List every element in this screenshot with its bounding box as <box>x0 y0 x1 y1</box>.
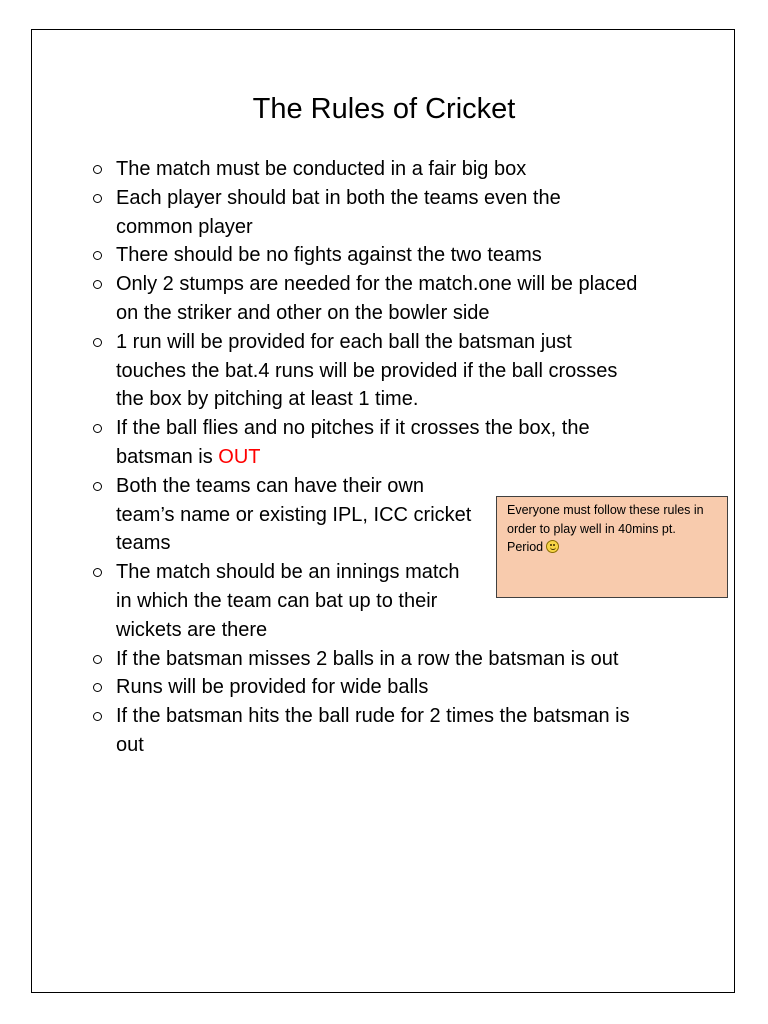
rule-line <box>116 731 630 760</box>
page-title: The Rules of Cricket <box>252 93 516 125</box>
rule-text: Both the teams can have their own <box>116 474 424 497</box>
rule-line <box>116 241 542 270</box>
note-line: order to play well in 40mins pt. <box>507 521 676 536</box>
rule-text: The match should be an innings match <box>116 561 460 584</box>
out-highlight: OUT <box>218 445 261 468</box>
smiley-face-icon <box>546 540 559 553</box>
rule-text: out <box>116 733 144 756</box>
rule-text: If the ball flies and no pitches if it crosses the box, the <box>116 417 590 440</box>
rule-line <box>116 357 617 386</box>
rule-text: 1 run will be provided for each ball the batsman just <box>116 330 572 353</box>
rule-text: teams <box>116 532 171 555</box>
rule-item <box>116 414 590 472</box>
rule-text: wickets are there <box>116 618 268 641</box>
rule-item <box>116 155 526 184</box>
rule-line <box>116 414 590 443</box>
rule-line <box>116 270 637 299</box>
rule-item <box>116 558 460 644</box>
rule-item <box>116 184 561 242</box>
rule-text: There should be no fights against the two teams <box>116 244 542 267</box>
note-line <box>507 538 721 557</box>
rule-item <box>116 702 630 760</box>
hollow-circle-bullet-icon <box>93 655 102 664</box>
hollow-circle-bullet-icon <box>93 482 102 491</box>
rule-item <box>116 328 617 414</box>
hollow-circle-bullet-icon <box>93 165 102 174</box>
rule-text: Runs will be provided for wide balls <box>116 676 429 699</box>
rule-text: Each player should bat in both the teams even the <box>116 186 561 209</box>
rule-item <box>116 270 637 328</box>
rule-line <box>116 385 617 414</box>
rule-text: on the striker and other on the bowler side <box>116 301 490 324</box>
rule-line <box>116 501 471 530</box>
rule-text: in which the team can bat up to their <box>116 589 438 612</box>
rule-text: The match must be conducted in a fair big box <box>116 158 527 180</box>
rule-item <box>116 673 428 702</box>
rule-text: If the batsman misses 2 balls in a row the batsman is out <box>116 647 619 670</box>
rule-text: batsman is <box>116 445 219 468</box>
rule-text: team’s name or existing IPL, ICC cricket <box>116 503 472 526</box>
rule-text: If the batsman hits the ball rude for 2 times the batsman is <box>116 705 630 728</box>
rule-line <box>116 673 428 702</box>
hollow-circle-bullet-icon <box>93 338 102 347</box>
rule-line <box>116 645 618 674</box>
rule-item <box>116 241 542 270</box>
rule-text: touches the bat.4 runs will be provided if the ball crosses <box>116 359 618 382</box>
callout-note <box>496 496 728 598</box>
rule-line <box>116 443 590 472</box>
rule-line <box>116 529 471 558</box>
rule-line <box>116 184 561 213</box>
rule-line <box>116 299 637 328</box>
hollow-circle-bullet-icon <box>93 194 102 203</box>
rule-line <box>116 472 471 501</box>
rule-item <box>116 645 618 674</box>
rule-line <box>116 155 526 184</box>
rule-text: common player <box>116 215 253 238</box>
rule-line <box>116 702 630 731</box>
rule-item <box>116 472 471 558</box>
rule-line <box>116 587 460 616</box>
note-line-text: Period <box>507 540 544 554</box>
rule-text: Only 2 stumps are needed for the match.one will be placed <box>116 273 638 296</box>
rule-line <box>116 328 617 357</box>
rule-line <box>116 616 460 645</box>
rule-line <box>116 213 561 242</box>
rule-line <box>116 558 460 587</box>
note-line: Everyone must follow these rules in <box>507 503 704 517</box>
rule-text: the box by pitching at least 1 time. <box>116 388 419 411</box>
